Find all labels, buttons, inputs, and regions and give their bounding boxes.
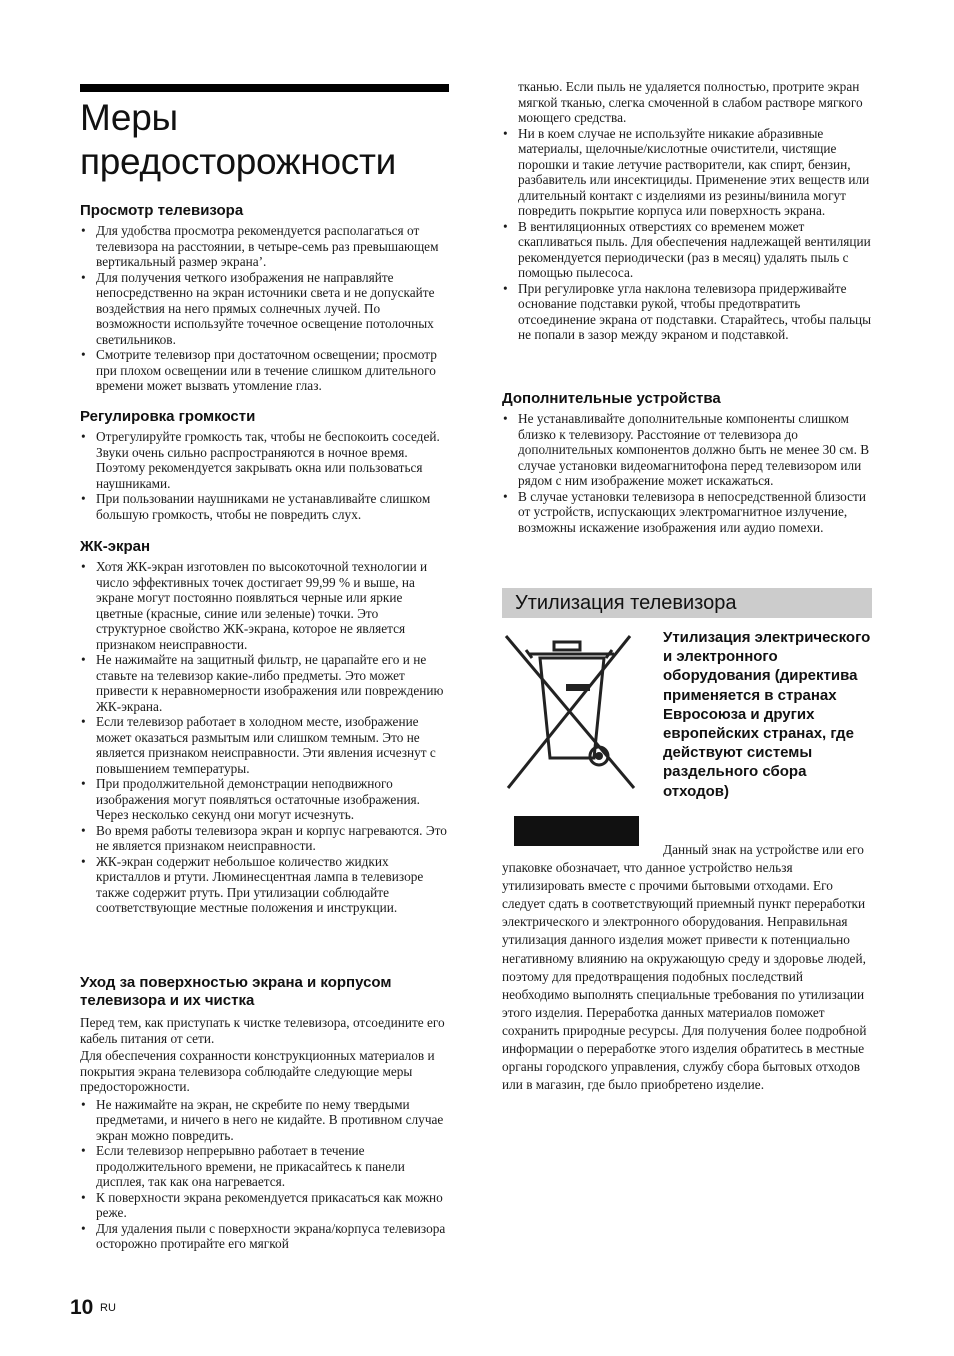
section-heading: Дополнительные устройства	[502, 390, 721, 407]
list-item: • Для удаления пыли с поверхности экрана/корпуса телевизора осторожно протирайте его мягкой	[80, 1221, 448, 1252]
page-language: RU	[100, 1302, 116, 1314]
section-lcd	[80, 538, 448, 916]
list-item: • Если телевизор непрерывно работает в течение продолжительного времени, не прикасайтесь к панели дисплея, так как она нагревается.	[80, 1143, 448, 1190]
list-item: • К поверхности экрана рекомендуется прикасаться как можно реже.	[80, 1190, 448, 1221]
crossed-bin-icon	[502, 628, 640, 850]
list-item: • Отрегулируйте громкость так, чтобы не беспокоить соседей. Звуки очень сильно распространяются в ночное время. Поэтому рекомендуется закрывать окна или пользоваться наушниками.	[80, 429, 448, 491]
page-number: 10	[70, 1296, 94, 1319]
section-volume	[80, 408, 448, 522]
list-item: • Не устанавливайте дополнительные компоненты слишком близко к телевизору. Расстояние от телевизора до дополнительных компонентов должно быть не менее 30 см. В случае установки видеомагнитофона перед телевизором или рядом с ним изображение может искажаться.	[502, 411, 872, 489]
paragraph: Перед тем, как приступать к чистке телевизора, отсоедините его кабель питания от сети.	[80, 1015, 445, 1046]
list-item: • Смотрите телевизор при достаточном освещении; просмотр при плохом освещении или в течение слишком длительного времени может вызвать утомление глаз.	[80, 347, 448, 394]
weee-text: Данный знак на устройстве или его упаковке обозначает, что данное устройство нельзя утилизировать вместе с прочими бытовыми отходами. Его следует сдать в соответствующий приемный пункт переработки электрического и электронного оборудования. Неправильная утилизация данного изделия может привести к потенциально негативному влиянию на окружающую среду и здоровье людей, поэтому для предотвращения подобных последствий необходимо выполнять специальные требования по утилизации этого изделия. Переработка данных материалов поможет сохранить природные ресурсы. Для получения более подробной информации о переработке этого изделия обратитесь в местные органы городского управления, службу сбора бытовых отходов или в магазин, где было приобретено изделие.	[502, 842, 867, 1093]
section-heading: ЖК-экран	[80, 538, 151, 555]
paragraph: тканью. Если пыль не удаляется полностью, протрите экран мягкой тканью, слегка смоченной в слабом растворе мягкого моющего средства.	[518, 79, 863, 125]
list-item: • Не нажимайте на экран, не скребите по нему твердыми предметами, и ничего в него не кидайте. В противном случае экран можно повредить.	[80, 1097, 448, 1144]
cleaning-continued	[502, 79, 872, 343]
list-item: • Не нажимайте на защитный фильтр, не царапайте его и не ставьте на телевизор какие-либо предметы. Это может привести к неравномерности изображения или повреждению ЖК-экрана.	[80, 652, 448, 714]
section-heading: Уход за поверхностью экрана и корпусом телевизора и их чистка	[80, 974, 392, 1009]
list-item: • Если телевизор работает в холодном месте, изображение может оказаться размытым или слишком темным. Это не является признаком неисправности. Эти явления исчезнут с повышением температуры.	[80, 714, 448, 776]
weee-heading: Утилизация электрического и электронного оборудования (директива применяется в странах Евросоюза и других европейских странах, где действуют системы раздельного сбора отходов)	[663, 629, 871, 800]
section-heading: Просмотр телевизора	[80, 202, 244, 219]
section-heading: Регулировка громкости	[80, 408, 256, 425]
paragraph: Для обеспечения сохранности конструкционных материалов и покрытия экрана телевизора соблюдайте следующие меры предосторожности.	[80, 1048, 435, 1094]
section-title: Утилизация телевизора	[515, 592, 737, 614]
list-item: • В случае установки телевизора в непосредственной близости от устройств, испускающих электромагнитное излучение, возможны искажение изображения или аудио помехи.	[502, 489, 872, 536]
list-item: • При пользовании наушниками не устанавливайте слишком большую громкость, чтобы не повредить слух.	[80, 491, 448, 522]
list-item: • Хотя ЖК-экран изготовлен по высокоточной технологии и число эффективных точек достигает 99,99 % и выше, на экране могут постоянно появляться черные или яркие цветные (красные, синие или зеленые) точки. Это структурное свойство ЖК-экрана, которое не является признаком неисправности.	[80, 559, 448, 652]
list-item: • При продолжительной демонстрации неподвижного изображения могут появляться остаточные изображения. Через несколько секунд они могут исчезнуть.	[80, 776, 448, 823]
list-item: • Для получения четкого изображения не направляйте непосредственно на экран источники света и не допускайте воздействия на него прямых солнечных лучей. По возможности используйте точечное освещение потолочных светильников.	[80, 270, 448, 348]
list-item: • Для удобства просмотра рекомендуется располагаться от телевизора на расстоянии, в четыре-семь раз превышающем вертикальный размер экрана’.	[80, 223, 448, 270]
section-title-bar	[502, 588, 872, 618]
section-tv-viewing	[80, 202, 448, 394]
list-item: • Во время работы телевизора экран и корпус нагреваются. Это не является признаком неисправности.	[80, 823, 448, 854]
list-item: • При регулировке угла наклона телевизора придерживайте основание подставки рукой, чтобы предотвратить отсоединение экрана от подставки. Старайтесь, чтобы пальцы не попали в зазор между экраном и подставкой.	[502, 281, 872, 343]
list-item: • В вентиляционных отверстиях со временем может скапливаться пыль. Для обеспечения надлежащей вентиляции рекомендуется периодически (раз в месяц) удалять пыль с помощью пылесоса.	[502, 219, 872, 281]
list-item: • ЖК-экран содержит небольшое количество жидких кристаллов и ртути. Люминесцентная лампа в телевизоре также содержит ртуть. При утилизации соблюдайте соответствующие местные положения и инструкции.	[80, 854, 448, 916]
list-item: • Ни в коем случае не используйте никакие абразивные материалы, щелочные/кислотные очистители, чистящие порошки и такие летучие растворители, как спирт, бензин, разбавитель или инсектициды. Применение этих веществ или длительный контакт с изделиями из резины/винила могут повредить покрытие корпуса или поверхность экрана.	[502, 126, 872, 219]
page-title: Меры предосторожности	[80, 97, 396, 182]
weee-paragraph	[502, 841, 872, 1094]
section-cleaning	[80, 974, 448, 1252]
section-accessories	[502, 390, 872, 535]
title-rule	[80, 84, 449, 92]
